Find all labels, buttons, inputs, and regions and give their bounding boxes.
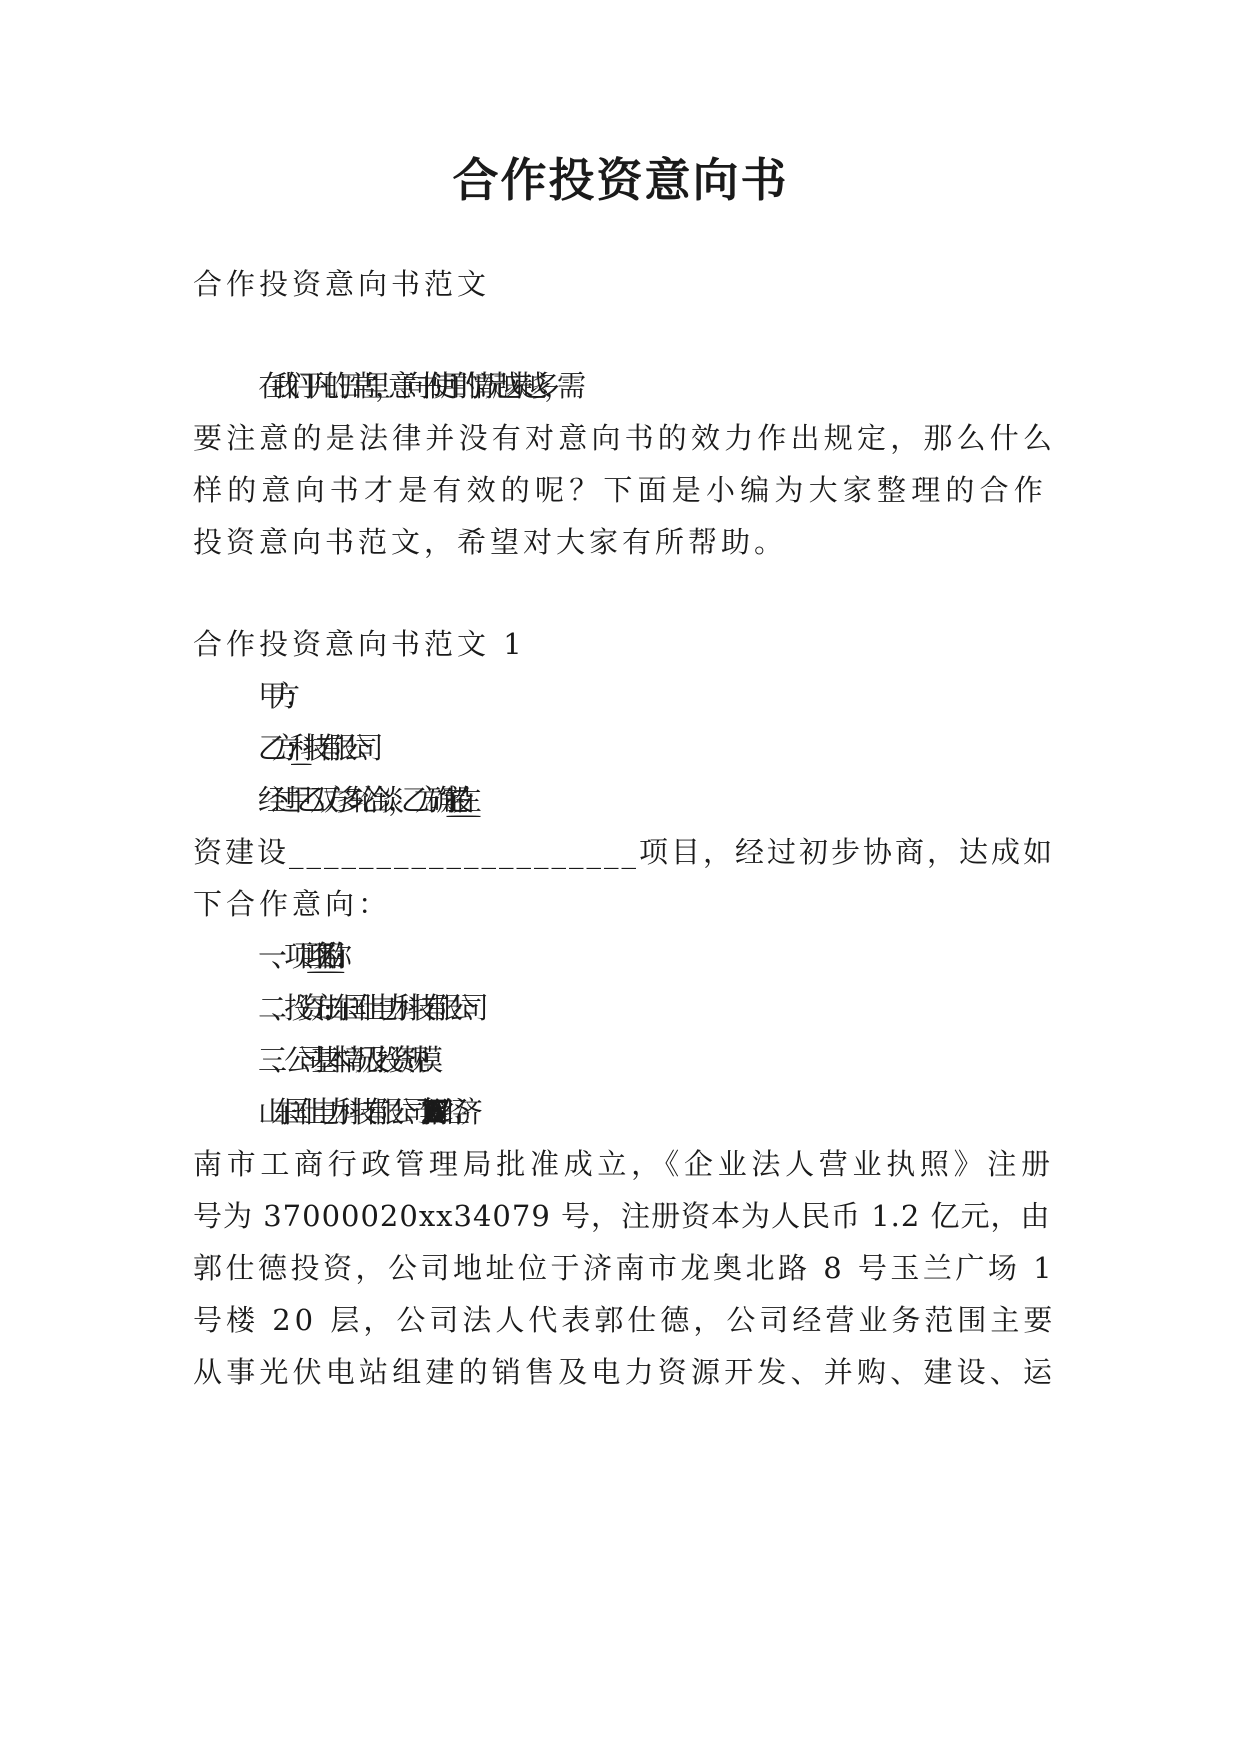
item-company-info: 三、公司基本情况及投资规模 [258, 1043, 428, 1077]
document-title: 合作投资意向书 [452, 153, 789, 207]
item-project-name: 一、项目名称:________________项目 [258, 939, 332, 973]
party-b: 乙方：_____科技有限公司 [258, 731, 368, 765]
intro-line-2: 要注意的是法律并没有对意向书的效力作出规定，那么什么 [193, 421, 1057, 455]
negotiation-line-3: 下合作意向： [193, 887, 392, 921]
party-a: 甲方： [258, 679, 298, 713]
company-line-2: 南市工商行政管理局批准成立，《企业法人营业执照》注册 [193, 1147, 1055, 1181]
company-line-1: 山东国仕电力科技有限公司于 20xx 年 06 月 17 日经济 [258, 1095, 467, 1129]
company-line-5: 号楼 20 层，公司法人代表郭仕德，公司经营业务范围主要 [193, 1303, 1057, 1337]
intro-line-1: 在我们平凡的日常里，意向书使用的情况越来越多，需 [258, 369, 571, 403]
subtitle: 合作投资意向书范文 [193, 267, 491, 301]
section-heading: 合作投资意向书范文 1 [193, 627, 526, 661]
company-line-3: 号为 37000020xx34079 号，注册资本为人民币 1.2 亿元，由 [193, 1199, 1051, 1233]
negotiation-line-1: 经过甲乙双方多轮洽谈，乙方确定在______________投 [258, 783, 459, 817]
intro-line-3: 样的意向书才是有效的呢？下面是小编为大家整理的合作 [193, 473, 1049, 507]
company-line-4: 郭仕德投资，公司地址位于济南市龙奥北路 8 号玉兰广场 1 [193, 1251, 1056, 1285]
company-line-6: 从事光伏电站组建的销售及电力资源开发、并购、建设、运 [193, 1355, 1057, 1389]
negotiation-line-2: 资建设____________________项目，经过初步协商，达成如 [193, 835, 1056, 869]
intro-line-4: 投资意向书范文，希望对大家有所帮助。 [193, 525, 788, 559]
item-investor: 二、投资方:山东国仕电力科技有限公司 [258, 991, 473, 1025]
